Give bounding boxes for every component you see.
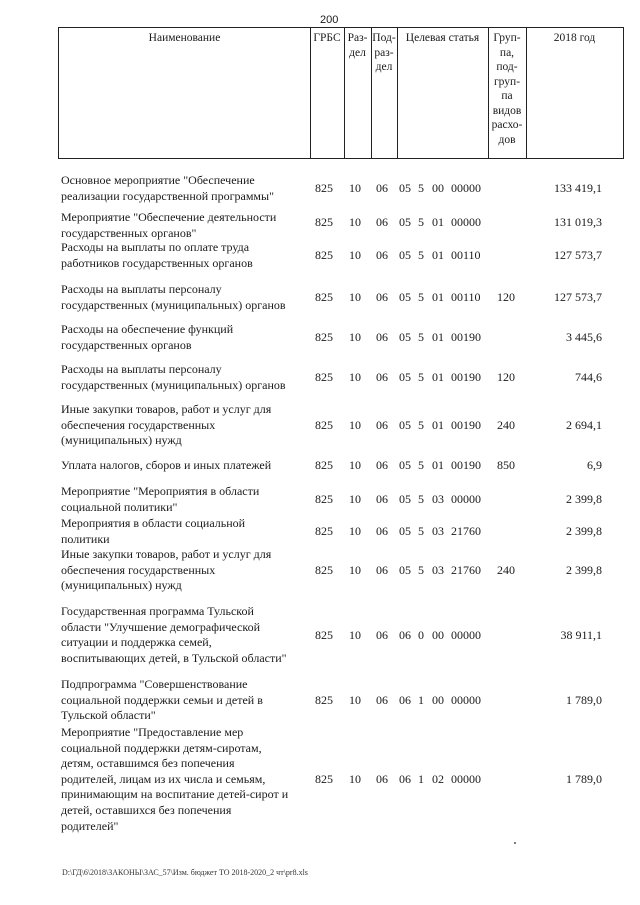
- cell-sum: 38 911,1: [560, 628, 602, 642]
- cell-razdel: 10: [349, 772, 361, 786]
- cell-grbs: 825: [315, 248, 333, 262]
- cell-podrazdel: 06: [376, 693, 388, 707]
- row-name: Расходы на выплаты персоналу государственных (муниципальных) органов: [61, 282, 286, 312]
- cell-sum: 3 445,6: [566, 330, 602, 344]
- cell-cs-subprogram: 5: [418, 492, 424, 506]
- cell-grbs: 825: [315, 693, 333, 707]
- cell-cs-event: 01: [432, 215, 444, 229]
- cell-razdel: 10: [349, 628, 361, 642]
- cell-cs-program: 05: [399, 330, 411, 344]
- cell-cs-subprogram: 5: [418, 248, 424, 262]
- cell-cs-program: 05: [399, 370, 411, 384]
- cell-cs-direction: 00190: [451, 370, 481, 384]
- row-name: Расходы на выплаты по оплате труда работников государственных органов: [61, 240, 253, 270]
- cell-sum: 127 573,7: [554, 290, 602, 304]
- cell-podrazdel: 06: [376, 524, 388, 538]
- cell-sum: 2 399,8: [566, 524, 602, 538]
- cell-podrazdel: 06: [376, 458, 388, 472]
- cell-podrazdel: 06: [376, 330, 388, 344]
- cell-grbs: 825: [315, 563, 333, 577]
- cell-grbs: 825: [315, 772, 333, 786]
- cell-cs-direction: 00000: [451, 693, 481, 707]
- cell-razdel: 10: [349, 181, 361, 195]
- row-name: Иные закупки товаров, работ и услуг для обеспечения государственных (муниципальных) нужд: [61, 402, 272, 448]
- cell-podrazdel: 06: [376, 563, 388, 577]
- cell-cs-subprogram: 1: [418, 693, 424, 707]
- cell-podrazdel: 06: [376, 418, 388, 432]
- header-podrazdel-line: дел: [375, 61, 393, 73]
- header-vr-line: па: [501, 90, 513, 102]
- cell-razdel: 10: [349, 248, 361, 262]
- cell-grbs: 825: [315, 181, 333, 195]
- cell-sum: 133 419,1: [554, 181, 602, 195]
- cell-cs-event: 00: [432, 628, 444, 642]
- row-name: Иные закупки товаров, работ и услуг для обеспечения государственных (муниципальных) нужд: [61, 547, 272, 593]
- header-vid-rashodov: [488, 28, 526, 158]
- cell-grbs: 825: [315, 524, 333, 538]
- cell-cs-program: 05: [399, 524, 411, 538]
- row-name: Основное мероприятие "Обеспечение реализации государственной программы": [61, 173, 274, 203]
- cell-cs-program: 06: [399, 693, 411, 707]
- cell-cs-direction: 21760: [451, 563, 481, 577]
- cell-podrazdel: 06: [376, 772, 388, 786]
- cell-cs-subprogram: 5: [418, 458, 424, 472]
- header-vr-line: расхо-: [491, 119, 523, 131]
- cell-sum: 131 019,3: [554, 215, 602, 229]
- cell-cs-direction: 00190: [451, 330, 481, 344]
- cell-cs-event: 01: [432, 248, 444, 262]
- cell-grbs: 825: [315, 330, 333, 344]
- header-podrazdel: [371, 28, 397, 158]
- header-name: Наименование: [148, 32, 221, 44]
- row-name: Государственная программа Тульской области "Улучшение демографической ситуации и поддержка семей, воспитывающих детей, в Тульской области": [61, 604, 287, 665]
- cell-grbs: 825: [315, 370, 333, 384]
- cell-cs-direction: 00110: [451, 248, 481, 262]
- cell-sum: 127 573,7: [554, 248, 602, 262]
- row-name: Уплата налогов, сборов и иных платежей: [61, 458, 272, 472]
- page-number: 200: [320, 14, 339, 26]
- cell-sum: 6,9: [587, 458, 602, 472]
- row-name: Расходы на обеспечение функций государственных органов: [61, 322, 234, 352]
- header-podrazdel-line: Под-: [372, 32, 396, 44]
- scan-speck: [514, 842, 516, 844]
- cell-cs-subprogram: 5: [418, 330, 424, 344]
- header-vr-line: груп-: [493, 75, 521, 88]
- cell-grbs: 825: [315, 628, 333, 642]
- row-name: Мероприятия в области социальной политики: [61, 516, 246, 546]
- cell-razdel: 10: [349, 458, 361, 472]
- cell-cs-direction: 00190: [451, 458, 481, 472]
- cell-vr: 850: [497, 458, 515, 472]
- cell-cs-subprogram: 5: [418, 290, 424, 304]
- cell-cs-event: 01: [432, 370, 444, 384]
- cell-podrazdel: 06: [376, 628, 388, 642]
- cell-grbs: 825: [315, 492, 333, 506]
- cell-cs-direction: 00000: [451, 215, 481, 229]
- header-vr-line: дов: [498, 133, 516, 146]
- cell-sum: 744,6: [575, 370, 602, 384]
- cell-cs-event: 00: [432, 181, 444, 195]
- cell-cs-subprogram: 5: [418, 563, 424, 577]
- cell-cs-direction: 00000: [451, 772, 481, 786]
- cell-grbs: 825: [315, 458, 333, 472]
- cell-cs-subprogram: 5: [418, 370, 424, 384]
- cell-cs-event: 03: [432, 492, 444, 506]
- cell-cs-subprogram: 5: [418, 181, 424, 195]
- header-vr-line: Груп-: [493, 32, 521, 44]
- cell-cs-subprogram: 0: [418, 628, 424, 642]
- cell-cs-event: 01: [432, 418, 444, 432]
- row-name: Мероприятие "Обеспечение деятельности государственных органов": [61, 210, 277, 240]
- cell-vr: 240: [497, 418, 515, 432]
- cell-cs-event: 01: [432, 330, 444, 344]
- cell-sum: 2 694,1: [566, 418, 602, 432]
- cell-cs-program: 06: [399, 628, 411, 642]
- cell-razdel: 10: [349, 330, 361, 344]
- cell-razdel: 10: [349, 215, 361, 229]
- cell-podrazdel: 06: [376, 248, 388, 262]
- header-razdel: [344, 28, 371, 158]
- cell-sum: 2 399,8: [566, 563, 602, 577]
- cell-grbs: 825: [315, 290, 333, 304]
- cell-cs-event: 01: [432, 290, 444, 304]
- cell-sum: 1 789,0: [566, 693, 602, 707]
- cell-cs-program: 06: [399, 772, 411, 786]
- cell-razdel: 10: [349, 492, 361, 506]
- cell-podrazdel: 06: [376, 181, 388, 195]
- cell-podrazdel: 06: [376, 215, 388, 229]
- header-razdel-line: дел: [349, 46, 366, 59]
- cell-cs-subprogram: 5: [418, 524, 424, 538]
- cell-cs-direction: 00110: [451, 290, 481, 304]
- cell-cs-program: 05: [399, 215, 411, 229]
- file-path-footer: D:\ГД\6\2018\ЗАКОНЫ\ЗАС_57\Изм. бюджет ТО 2018-2020_2 чт\pr8.xls: [62, 868, 308, 877]
- cell-podrazdel: 06: [376, 370, 388, 384]
- cell-razdel: 10: [349, 418, 361, 432]
- table-header: [58, 27, 624, 159]
- cell-cs-program: 05: [399, 418, 411, 432]
- cell-cs-subprogram: 1: [418, 772, 424, 786]
- cell-razdel: 10: [349, 290, 361, 304]
- cell-razdel: 10: [349, 693, 361, 707]
- cell-cs-event: 00: [432, 693, 444, 707]
- cell-cs-event: 03: [432, 524, 444, 538]
- cell-grbs: 825: [315, 215, 333, 229]
- cell-podrazdel: 06: [376, 492, 388, 506]
- cell-cs-program: 05: [399, 492, 411, 506]
- row-name: Мероприятие "Предоставление мер социальной поддержки детям-сиротам, детям, оставшимся без попечения родителей, лицам из их числа и семьям, принимающим на воспитание детей-сирот и детей, оставшихся без попечения родителей": [61, 725, 289, 833]
- row-name: Мероприятие "Мероприятия в области социальной политики": [61, 484, 260, 514]
- cell-cs-program: 05: [399, 290, 411, 304]
- cell-cs-subprogram: 5: [418, 418, 424, 432]
- header-celevaya: Целевая статья: [405, 32, 480, 44]
- row-name: Подпрограмма "Совершенствование социальной поддержки семьи и детей в Тульской области": [61, 677, 263, 723]
- cell-cs-program: 05: [399, 563, 411, 577]
- header-year: 2018 год: [553, 32, 596, 44]
- cell-cs-direction: 21760: [451, 524, 481, 538]
- cell-grbs: 825: [315, 418, 333, 432]
- cell-razdel: 10: [349, 524, 361, 538]
- cell-cs-direction: 00000: [451, 492, 481, 506]
- header-vr-line: под-: [496, 61, 518, 73]
- cell-cs-direction: 00190: [451, 418, 481, 432]
- cell-cs-event: 02: [432, 772, 444, 786]
- cell-cs-subprogram: 5: [418, 215, 424, 229]
- header-podrazdel-line: раз-: [374, 46, 394, 59]
- cell-cs-program: 05: [399, 181, 411, 195]
- cell-podrazdel: 06: [376, 290, 388, 304]
- cell-vr: 120: [497, 370, 515, 384]
- header-vr-line: видов: [492, 104, 522, 117]
- cell-cs-direction: 00000: [451, 628, 481, 642]
- cell-cs-event: 03: [432, 563, 444, 577]
- cell-sum: 1 789,0: [566, 772, 602, 786]
- cell-vr: 120: [497, 290, 515, 304]
- cell-sum: 2 399,8: [566, 492, 602, 506]
- header-vr-line: па,: [499, 46, 515, 59]
- cell-cs-event: 01: [432, 458, 444, 472]
- header-razdel-line: Раз-: [347, 32, 368, 44]
- cell-razdel: 10: [349, 563, 361, 577]
- cell-vr: 240: [497, 563, 515, 577]
- row-name: Расходы на выплаты персоналу государственных (муниципальных) органов: [61, 362, 286, 392]
- cell-cs-direction: 00000: [451, 181, 481, 195]
- cell-cs-program: 05: [399, 458, 411, 472]
- cell-cs-program: 05: [399, 248, 411, 262]
- header-grbs: ГРБС: [313, 32, 341, 44]
- cell-razdel: 10: [349, 370, 361, 384]
